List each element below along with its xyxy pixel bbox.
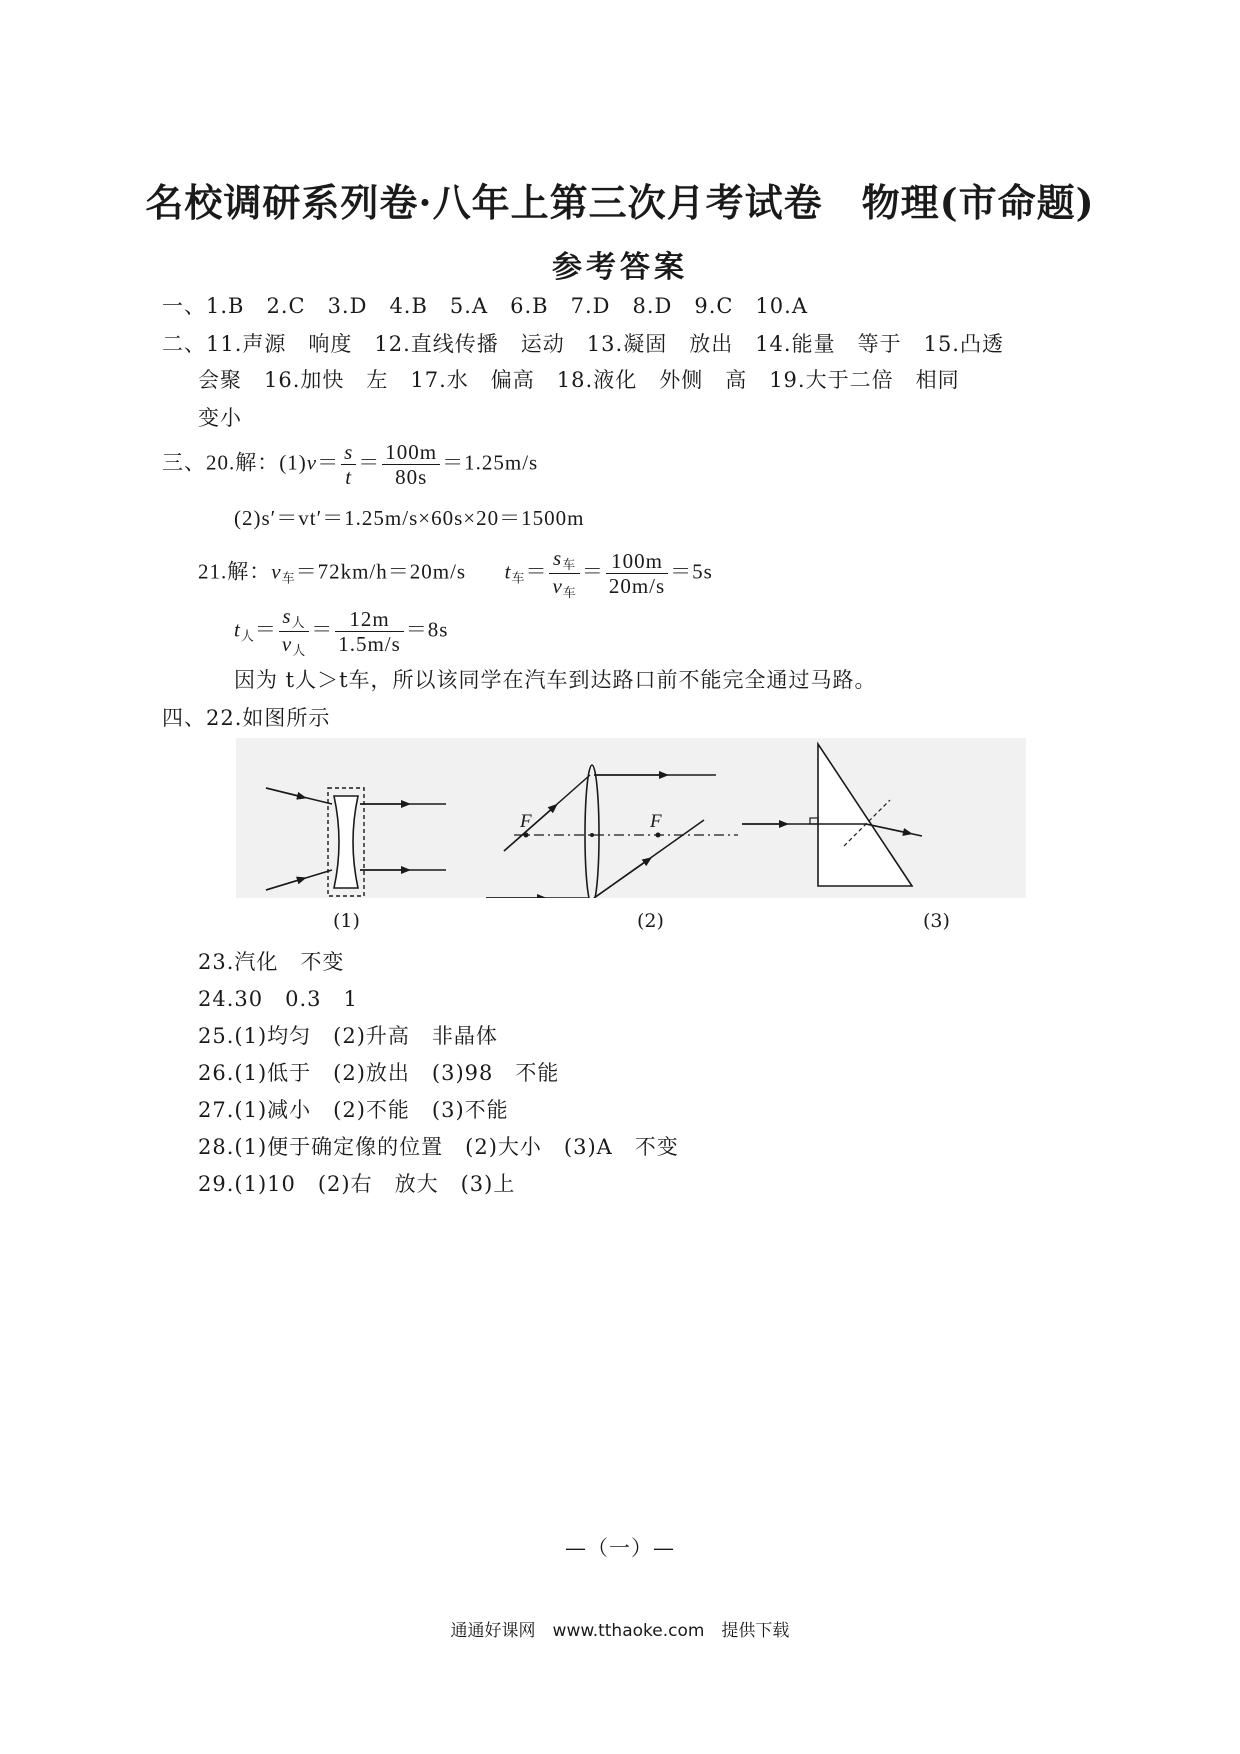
section2-line2: 会聚 16.加快 左 17.水 偏高 18.液化 外侧 高 19.大于二倍 相同 <box>198 368 960 392</box>
q21-frac2 <box>606 549 668 598</box>
q20-frac1-num: s <box>341 440 356 465</box>
page-subtitle: 参考答案 <box>552 250 688 285</box>
q21-prefix: 21.解： <box>198 559 272 584</box>
focus-right-point <box>656 833 661 838</box>
q21-frac1-den-sub: 车 <box>562 584 577 600</box>
answer-26: 26.(1)低于 (2)放出 (3)98 不能 <box>198 1061 560 1085</box>
q21-frac1-den: v <box>552 573 563 598</box>
q21-frac1-num: s <box>553 546 563 570</box>
q21-t2: t <box>234 617 241 642</box>
q21-solution-2 <box>234 604 448 659</box>
q21-frac3-den-sub: 人 <box>292 642 307 658</box>
q21-frac3 <box>279 604 309 659</box>
q22-label: 四、22.如图所示 <box>162 706 331 730</box>
section1-answers: 一、1.B 2.C 3.D 4.B 5.A 6.B 7.D 8.D 9.C 10.A <box>162 294 808 318</box>
q21-frac1-num-sub: 车 <box>562 557 577 572</box>
q20-eq1: ＝ <box>317 450 340 475</box>
q21-frac3-num: s <box>282 604 292 628</box>
q21-v-sub: 车 <box>281 570 296 586</box>
figure-caption-3: (3) <box>923 910 950 932</box>
q20-eq2: ＝ <box>358 450 381 475</box>
q21-conclusion: 因为 t人＞t车，所以该同学在汽车到达路口前不能完全通过马路。 <box>234 668 877 692</box>
q20-frac2 <box>382 440 440 489</box>
q21-t: t <box>504 559 512 584</box>
q20-frac1-den: t <box>345 465 353 490</box>
q21-result: ＝5s <box>670 559 713 584</box>
q21-frac2-num: 100m <box>606 549 668 574</box>
optical-center <box>590 833 594 837</box>
figure-caption-2: (2) <box>637 910 664 932</box>
q20-solution-2: (2)s′＝vt′＝1.25m/s×60s×20＝1500m <box>234 506 585 530</box>
q21-t2-eq2: ＝ <box>311 617 334 642</box>
section2-line3: 变小 <box>198 406 242 430</box>
q21-v: v <box>271 559 282 584</box>
q21-t2-sub: 人 <box>240 628 255 644</box>
q21-t2-eq1: ＝ <box>254 617 277 642</box>
section2-line1: 二、11.声源 响度 12.直线传播 运动 13.凝固 放出 14.能量 等于 15.凸透 <box>162 332 1004 356</box>
answer-28: 28.(1)便于确定像的位置 (2)大小 (3)A 不变 <box>198 1135 679 1159</box>
q20-frac2-num: 100m <box>382 440 440 465</box>
answer-25: 25.(1)均匀 (2)升高 非晶体 <box>198 1024 498 1048</box>
answer-29: 29.(1)10 (2)右 放大 (3)上 <box>198 1172 516 1196</box>
page-number: —（一）— <box>565 1536 675 1560</box>
footer-credit: 通通好课网 www.tthaoke.com 提供下载 <box>450 1621 790 1641</box>
optics-figure <box>236 738 1026 898</box>
q21-frac3-num-sub: 人 <box>291 615 306 630</box>
focus-right-label: F <box>650 811 662 832</box>
answer-27: 27.(1)减小 (2)不能 (3)不能 <box>198 1098 509 1122</box>
q20-frac2-den: 80s <box>395 465 428 490</box>
q21-frac4-den: 1.5m/s <box>338 631 401 656</box>
q21-frac3-den: v <box>281 631 293 656</box>
q21-solution-1 <box>198 546 713 601</box>
focus-left-label: F <box>520 811 532 832</box>
q20-result: ＝1.25m/s <box>442 450 539 475</box>
q21-v-eq: ＝72km/h＝20m/s <box>295 559 467 584</box>
q21-frac4 <box>335 607 404 656</box>
answer-23: 23.汽化 不变 <box>198 950 345 974</box>
q20-solution-1 <box>162 440 538 489</box>
q21-t2-result: ＝8s <box>405 617 449 642</box>
answer-24: 24.30 0.3 1 <box>198 987 358 1011</box>
q21-frac1 <box>549 546 579 601</box>
q21-eq2: ＝ <box>581 559 604 584</box>
q20-frac1 <box>341 440 356 489</box>
q21-frac2-den: 20m/s <box>608 573 666 598</box>
q21-eq1: ＝ <box>525 559 548 584</box>
q20-v: v <box>306 450 318 475</box>
q21-frac4-num: 12m <box>335 607 404 632</box>
q21-t-sub: 车 <box>511 570 526 586</box>
figure-caption-1: (1) <box>333 910 360 932</box>
q20-prefix: 三、20.解：(1) <box>162 450 307 475</box>
page-title: 名校调研系列卷·八年上第三次月考试卷 物理(市命题) <box>145 180 1095 225</box>
